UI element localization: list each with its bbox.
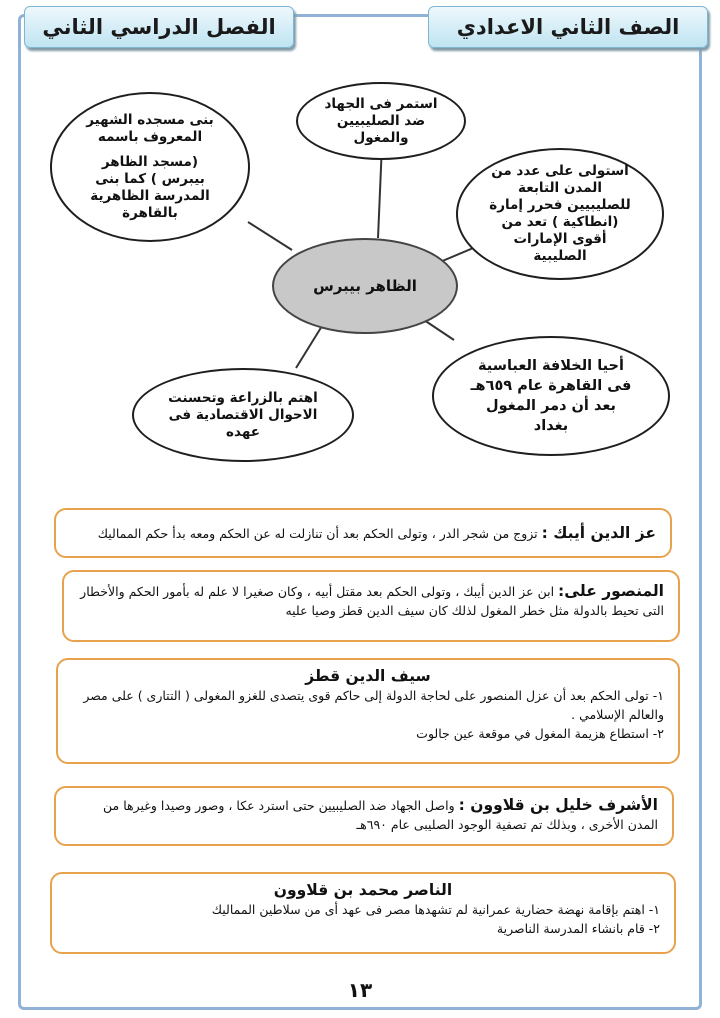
bubble-bottom-right: أحيا الخلافة العباسية فى القاهرة عام ٦٥٩هـ بعد أن دمر المغول بغداد bbox=[432, 336, 670, 456]
card-aybak bbox=[54, 508, 672, 558]
qutuz-line-1: ١- تولى الحكم بعد أن عزل المنصور على لحاجة الدولة إلى حاكم قوى يتصدى للغزو المغولى ( التتارى ) على مصر والعالم الإسلامي . bbox=[83, 688, 664, 722]
khalil-name: الأشرف خليل بن قلاوون : bbox=[458, 796, 658, 814]
page-number: ١٣ bbox=[347, 978, 373, 1002]
card-qutuz bbox=[56, 658, 680, 764]
mansour-name: المنصور على: bbox=[558, 582, 664, 600]
aybak-text: تزوج من شجر الدر ، وتولى الحكم بعد أن تنازلت له عن الحكم ومعه بدأ حكم المماليك bbox=[97, 525, 538, 541]
nasir-line-2: ٢- قام بانشاء المدرسة الناصرية bbox=[496, 921, 660, 936]
card-mansour bbox=[62, 570, 680, 642]
nasir-line-1: ١- اهتم بإقامة نهضة حضارية عمرانية لم تشهدها مصر فى عهد أى من سلاطين المماليك bbox=[211, 902, 660, 917]
connector-bottom-right bbox=[424, 320, 454, 340]
qutuz-title: سيف الدين قطز bbox=[305, 667, 431, 685]
term-title: الفصل الدراسي الثاني bbox=[42, 15, 276, 39]
khalil-text: واصل الجهاد ضد الصليبيين حتى استرد عكا ، وصور وصيدا وغيرها من المدن الأخرى ، وبذلك تم تصفية الوجود الصليبى عام ٦٩٠هـ bbox=[103, 798, 658, 832]
connector-bottom-left bbox=[296, 326, 322, 368]
card-nasir bbox=[50, 872, 676, 954]
mansour-text: ابن عز الدين أيبك ، وتولى الحكم بعد مقتل أبيه ، وكان صغيرا لا علم له بأمور الحكم والأخطار التى تحيط بالدولة مثل خطر المغول لذلك كان سيف الدين قطز وصيا عليه bbox=[80, 584, 664, 618]
bubble-top-right: استولى على عدد من المدن التابعة للصليبيين فحرر إمارة (انطاكية ) تعد من أقوى الإمارات الصليبية bbox=[456, 148, 664, 280]
bubble-top-left: بنى مسجده الشهير المعروف باسمه (مسجد الظاهر بيبرس ) كما بنى المدرسة الظاهرية بالقاهرة bbox=[50, 92, 250, 242]
card-khalil bbox=[54, 786, 674, 846]
qutuz-line-2: ٢- استطاع هزيمة المغول في موقعة عين جالوت bbox=[416, 726, 664, 741]
aybak-name: عز الدين أيبك : bbox=[541, 523, 656, 542]
connector-top-left bbox=[248, 222, 292, 250]
nasir-title: الناصر محمد بن قلاوون bbox=[273, 881, 453, 899]
grade-title: الصف الثاني الاعدادي bbox=[456, 15, 680, 39]
bubble-bottom-left: اهتم بالزراعة وتحسنت الاحوال الاقتصادية فى عهده bbox=[132, 368, 354, 462]
bubble-top: استمر فى الجهاد ضد الصليبيين والمغول bbox=[296, 82, 466, 160]
center-node: الظاهر بيبرس bbox=[272, 238, 458, 334]
